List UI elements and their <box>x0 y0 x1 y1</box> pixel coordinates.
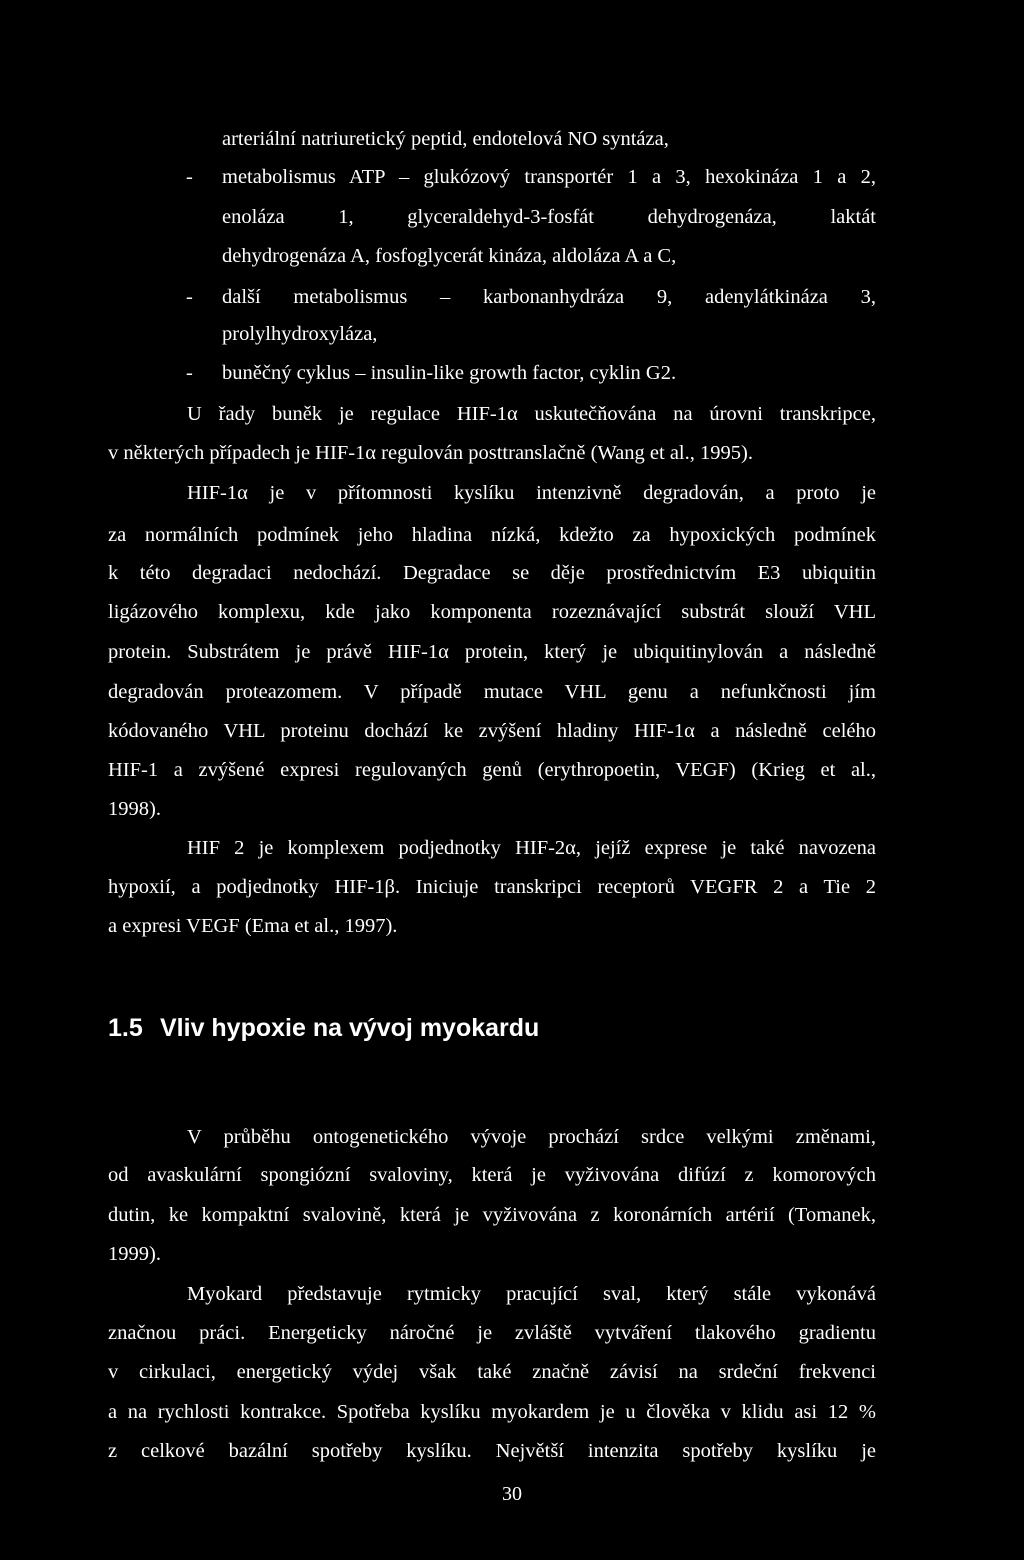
text-line: Myokard představuje rytmicky pracující sval, který stále vykonává <box>187 1283 876 1305</box>
text-line: od avaskulární spongiózní svaloviny, která je vyživována difúzí z komorových <box>108 1164 876 1186</box>
text-line: k této degradaci nedochází. Degradace se děje prostřednictvím E3 ubiquitin <box>108 562 876 584</box>
list-bullet: - <box>186 166 193 188</box>
text-line: degradován proteazomem. V případě mutace VHL genu a nefunkčnosti jím <box>108 681 876 703</box>
text-line: protein. Substrátem je právě HIF-1α protein, který je ubiquitinylován a následně <box>108 641 876 663</box>
text-line: a na rychlosti kontrakce. Spotřeba kyslíku myokardem je u člověka v klidu asi 12 % <box>108 1401 876 1423</box>
text-line: za normálních podmínek jeho hladina nízká, kdežto za hypoxických podmínek <box>108 524 876 546</box>
text-line: V průběhu ontogenetického vývoje prochází srdce velkými změnami, <box>187 1126 876 1148</box>
text-line: v některých případech je HIF-1α regulován posttranslačně (Wang et al., 1995). <box>108 442 753 464</box>
text-line: HIF-1α je v přítomnosti kyslíku intenzivně degradován, a proto je <box>187 482 876 504</box>
section-title: Vliv hypoxie na vývoj myokardu <box>160 1014 540 1042</box>
text-line: HIF 2 je komplexem podjednotky HIF-2α, jejíž exprese je také navozena <box>187 837 876 859</box>
text-line: dehydrogenáza A, fosfoglycerát kináza, aldoláza A a C, <box>222 245 677 267</box>
page-number: 30 <box>502 1483 522 1505</box>
section-heading <box>108 1013 539 1043</box>
text-line: ligázového komplexu, kde jako komponenta rozeznávající substrát slouží VHL <box>108 601 876 623</box>
text-line: enoláza 1, glyceraldehyd-3-fosfát dehydrogenáza, laktát <box>222 206 876 228</box>
text-line: arteriální natriuretický peptid, endotelová NO syntáza, <box>222 128 669 150</box>
list-bullet: - <box>186 286 193 308</box>
text-line: dutin, ke kompaktní svalovině, která je vyživována z koronárních artérií (Tomanek, <box>108 1204 876 1226</box>
text-line: HIF-1 a zvýšené expresi regulovaných genů (erythropoetin, VEGF) (Krieg et al., <box>108 759 876 781</box>
text-line: 1999). <box>108 1243 161 1265</box>
text-line: U řady buněk je regulace HIF-1α uskutečňována na úrovni transkripce, <box>187 403 876 425</box>
text-line: další metabolismus – karbonanhydráza 9, adenylátkináza 3, <box>222 286 876 308</box>
list-bullet: - <box>186 362 193 384</box>
text-line: 1998). <box>108 798 161 820</box>
text-line: z celkové bazální spotřeby kyslíku. Největší intenzita spotřeby kyslíku je <box>108 1440 876 1462</box>
text-line: buněčný cyklus – insulin-like growth factor, cyklin G2. <box>222 362 677 384</box>
text-line: značnou práci. Energeticky náročné je zvláště vytváření tlakového gradientu <box>108 1322 876 1344</box>
text-line: prolylhydroxyláza, <box>222 323 378 345</box>
text-line: kódovaného VHL proteinu dochází ke zvýšení hladiny HIF-1α a následně celého <box>108 720 876 742</box>
section-number: 1.5 <box>108 1014 143 1042</box>
text-line: v cirkulaci, energetický výdej však také značně závisí na srdeční frekvenci <box>108 1361 876 1383</box>
text-line: metabolismus ATP – glukózový transportér 1 a 3, hexokináza 1 a 2, <box>222 166 876 188</box>
text-line: hypoxií, a podjednotky HIF-1β. Iniciuje transkripci receptorů VEGFR 2 a Tie 2 <box>108 876 876 898</box>
text-line: a expresi VEGF (Ema et al., 1997). <box>108 915 398 937</box>
